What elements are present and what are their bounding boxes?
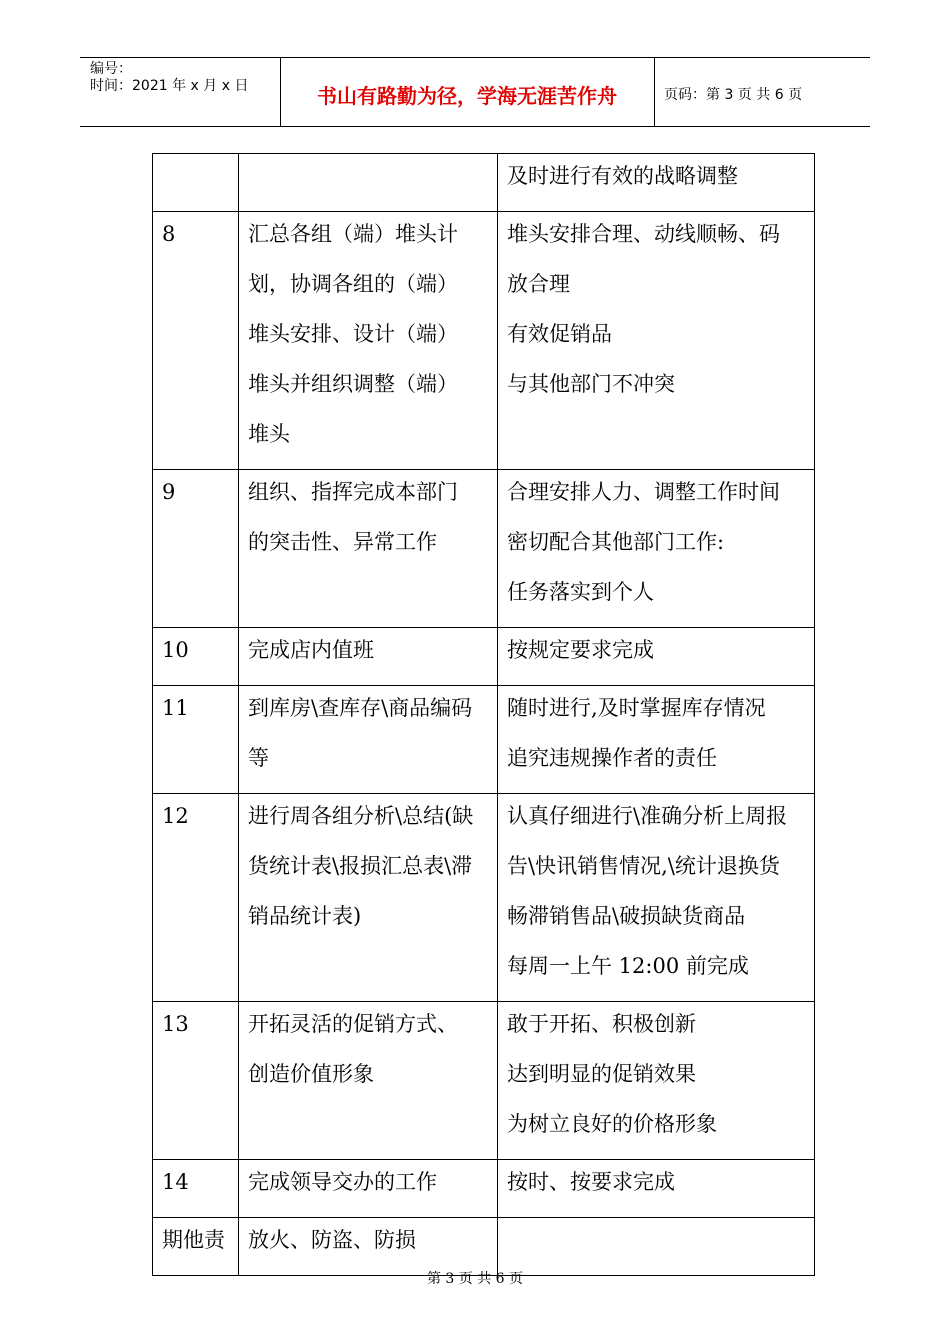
task-cell [239, 1218, 498, 1276]
task-line: 到库房\查库存\商品编码 [248, 696, 473, 720]
table-row [153, 154, 815, 212]
standard-line: 及时进行有效的战略调整 [507, 164, 738, 188]
standard-line: 随时进行,及时掌握库存情况 [507, 696, 766, 720]
serial-label: 编号： [90, 61, 132, 77]
task-line: 开拓灵活的促销方式、 [248, 1012, 458, 1036]
standard-line: 认真仔细进行\准确分析上周报 [507, 804, 788, 828]
standard-cell [498, 1160, 815, 1218]
standard-line: 达到明显的促销效果 [507, 1062, 696, 1086]
task-cell [239, 212, 498, 470]
standard-line: 密切配合其他部门工作: [507, 530, 725, 554]
standard-line: 放合理 [507, 272, 570, 296]
page-footer: 第 3 页 共 6 页 [426, 1271, 524, 1287]
row-number-cell [153, 686, 239, 794]
standard-cell [498, 470, 815, 628]
task-line: 销品统计表) [248, 904, 362, 928]
time-label: 时间：2021 年 x 月 x 日 [90, 78, 249, 94]
task-cell [239, 154, 498, 212]
task-line: 汇总各组（端）堆头计 [248, 222, 458, 246]
standard-line: 敢于开拓、积极创新 [507, 1012, 696, 1036]
row-number-cell [153, 1002, 239, 1160]
task-line: 划，协调各组的（端） [248, 272, 458, 296]
header-divider [654, 58, 655, 126]
task-cell [239, 1002, 498, 1160]
row-number: 14 [162, 1170, 189, 1194]
standard-cell [498, 628, 815, 686]
standard-cell [498, 794, 815, 1002]
header-page-info: 页码：第 3 页 共 6 页 [664, 87, 803, 103]
table-row [153, 1218, 815, 1276]
row-number: 11 [162, 696, 189, 720]
row-number: 9 [162, 480, 176, 504]
task-line: 进行周各组分析\总结(缺 [248, 804, 474, 828]
table-row [153, 794, 815, 1002]
standard-cell [498, 154, 815, 212]
task-cell [239, 470, 498, 628]
row-number-cell [153, 794, 239, 1002]
row-number: 12 [162, 804, 189, 828]
standard-line: 按时、按要求完成 [507, 1170, 675, 1194]
row-number-cell [153, 212, 239, 470]
task-line: 的突击性、异常工作 [248, 530, 437, 554]
row-number: 8 [162, 222, 176, 246]
task-cell [239, 628, 498, 686]
row-number-cell [153, 154, 239, 212]
row-number-cell [153, 470, 239, 628]
task-line: 放火、防盗、防损 [248, 1228, 416, 1252]
row-number-cell [153, 628, 239, 686]
row-number [162, 151, 230, 201]
standard-cell [498, 212, 815, 470]
duty-table-body [153, 154, 815, 1276]
standard-cell [498, 1002, 815, 1160]
row-number-cell [153, 1160, 239, 1218]
task-cell [239, 686, 498, 794]
standard-line: 堆头安排合理、动线顺畅、码 [507, 222, 780, 246]
task-line: 堆头安排、设计（端） [248, 322, 458, 346]
header-motto: 书山有路勤为径，学海无涯苦作舟 [317, 84, 617, 108]
task-line: 创造价值形象 [248, 1062, 374, 1086]
standard-line: 合理安排人力、调整工作时间 [507, 480, 780, 504]
task-line: 堆头 [248, 422, 290, 446]
header-meta [90, 61, 248, 95]
task-line: 堆头并组织调整（端） [248, 372, 458, 396]
task-line: 等 [248, 746, 269, 770]
table-row [153, 212, 815, 470]
table-row [153, 686, 815, 794]
table-row [153, 470, 815, 628]
standard-line: 任务落实到个人 [507, 580, 654, 604]
task-line: 完成店内值班 [248, 638, 374, 662]
page-header [80, 57, 870, 127]
standard-line: 畅滞销售品\破损缺货商品 [507, 904, 746, 928]
standard-cell [498, 686, 815, 794]
duty-table [152, 153, 815, 1276]
table-row [153, 1160, 815, 1218]
task-line: 完成领导交办的工作 [248, 1170, 437, 1194]
table-row [153, 628, 815, 686]
task-line: 货统计表\报损汇总表\滞 [248, 854, 473, 878]
task-line: 组织、指挥完成本部门 [248, 480, 458, 504]
task-cell [239, 794, 498, 1002]
standard-line: 每周一上午 12:00 前完成 [507, 954, 749, 978]
task-cell [239, 1160, 498, 1218]
table-row [153, 1002, 815, 1160]
row-number: 10 [162, 638, 189, 662]
standard-line: 有效促销品 [507, 322, 612, 346]
row-number-cell [153, 1218, 239, 1276]
standard-line: 追究违规操作者的责任 [507, 746, 717, 770]
standard-line: 按规定要求完成 [507, 638, 654, 662]
standard-cell [498, 1218, 815, 1276]
standard-line: 告\快讯销售情况,\统计退换货 [507, 854, 780, 878]
standard-line: 为树立良好的价格形象 [507, 1112, 717, 1136]
standard-line: 与其他部门不冲突 [507, 372, 675, 396]
row-number: 13 [162, 1012, 189, 1036]
row-number: 期他责 [162, 1228, 225, 1252]
